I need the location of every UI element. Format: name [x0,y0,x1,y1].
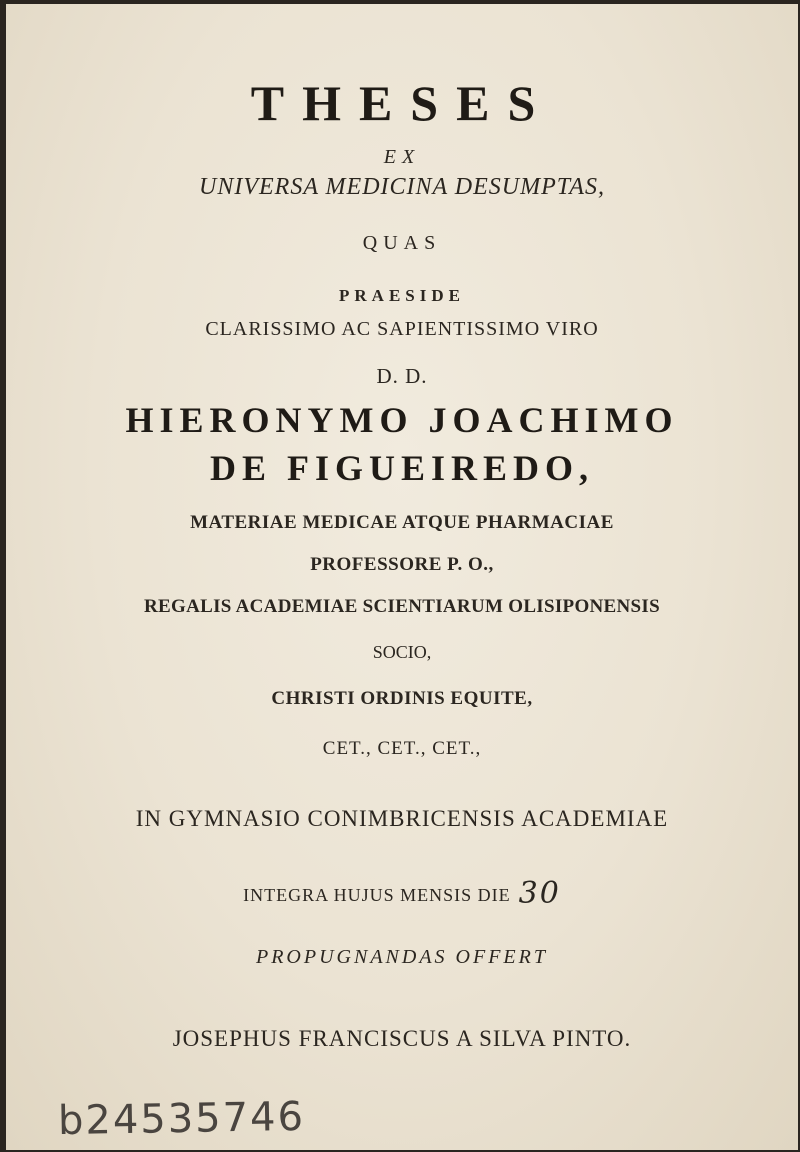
universa-line: UNIVERSA MEDICINA DESUMPTAS, [199,174,605,200]
integra-line [6,876,798,911]
document-page [6,4,798,1150]
dd-line: D. D. [376,364,428,388]
praeside-line: PRAESIDE [339,286,465,305]
name-line-2: DE FIGUEIREDO, [209,448,595,488]
professore-line: PROFESSORE P. O., [310,554,494,575]
document-title: THESES [250,75,554,131]
author-line: JOSEPHUS FRANCISCUS A SILVA PINTO. [172,1026,632,1051]
propugnandas-line: PROPUGNANDAS OFFERT [256,946,548,968]
materiae-line: MATERIAE MEDICAE ATQUE PHARMACIAE [190,512,614,533]
regalis-line: REGALIS ACADEMIAE SCIENTIARUM OLISIPONENSIS [144,596,660,617]
clarissimo-line: CLARISSIMO AC SAPIENTISSIMO VIRO [205,318,599,340]
cet-line: CET., CET., CET., [322,738,482,759]
name-line-1: HIERONYMO JOACHIMO [125,400,679,440]
integra-text: INTEGRA HUJUS MENSIS DIE [243,885,511,905]
handwritten-date: 30 [518,876,561,911]
ex-line: EX [383,146,421,168]
gymnasio-line: IN GYMNASIO CONIMBRICENSIS ACADEMIAE [135,806,669,831]
christi-line: CHRISTI ORDINIS EQUITE, [271,688,533,709]
socio-line: SOCIO, [372,642,432,662]
shelfmark-annotation: b24535746 [57,1093,306,1145]
quas-line: QUAS [362,232,442,254]
